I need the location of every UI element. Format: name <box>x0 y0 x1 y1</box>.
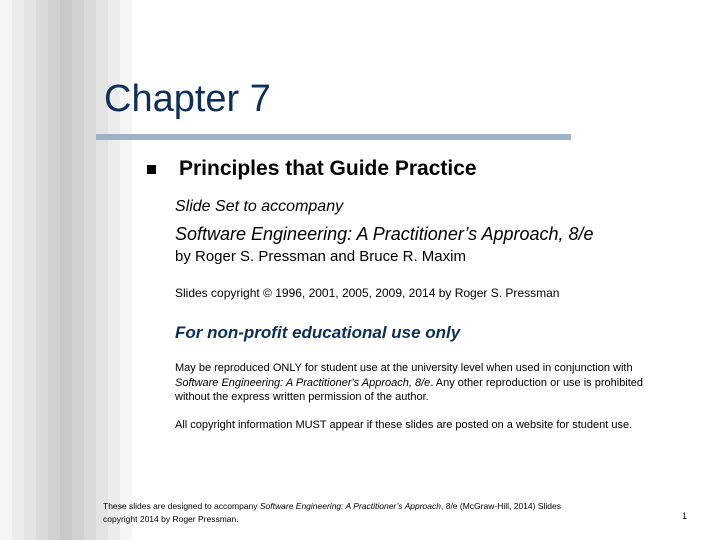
footer-book-title: Software Engineering: A Practitioner’s Approach <box>259 501 441 511</box>
background-stripe <box>60 0 72 540</box>
reproduction-notice <box>175 361 675 405</box>
website-copyright-notice: All copyright information MUST appear if these slides are posted on a website for student use. <box>175 419 633 431</box>
square-bullet-icon <box>147 165 156 174</box>
copyright-line: Slides copyright © 1996, 2001, 2005, 2009, 2014 by Roger S. Pressman <box>175 286 560 300</box>
book-title: Software Engineering: A Practitioner’s Approach, 8/e <box>175 224 594 244</box>
slide-footer <box>103 500 563 526</box>
nonprofit-notice: For non-profit educational use only <box>175 323 461 342</box>
footer-text-end: , 8/e (McGraw-Hill, 2014) Slides copyright 2014 by Roger Pressman. <box>103 501 561 524</box>
background-stripe <box>12 0 24 540</box>
footer-text-start: These slides are designed to accompany <box>103 501 260 511</box>
background-stripe <box>48 0 60 540</box>
authors-line: by Roger S. Pressman and Bruce R. Maxim <box>175 248 466 265</box>
page-number: 1 <box>682 511 688 521</box>
background-stripe <box>0 0 12 540</box>
background-stripe <box>72 0 84 540</box>
reproduction-text-end: . Any other reproduction or use is prohibited without the express written permission of the author. <box>175 376 644 403</box>
title-divider <box>96 134 571 140</box>
chapter-heading: Principles that Guide Practice <box>179 157 477 180</box>
background-stripe <box>84 0 96 540</box>
slide-set-subtitle: Slide Set to accompany <box>175 198 344 215</box>
reproduction-text-start: May be reproduced ONLY for student use at the university level when used in conjunction with <box>175 362 633 374</box>
reproduction-book-title: Software Engineering: A Practitioner's Approach, 8/e <box>175 376 431 389</box>
background-stripe <box>24 0 36 540</box>
background-stripe <box>36 0 48 540</box>
slide-title: Chapter 7 <box>104 78 271 120</box>
